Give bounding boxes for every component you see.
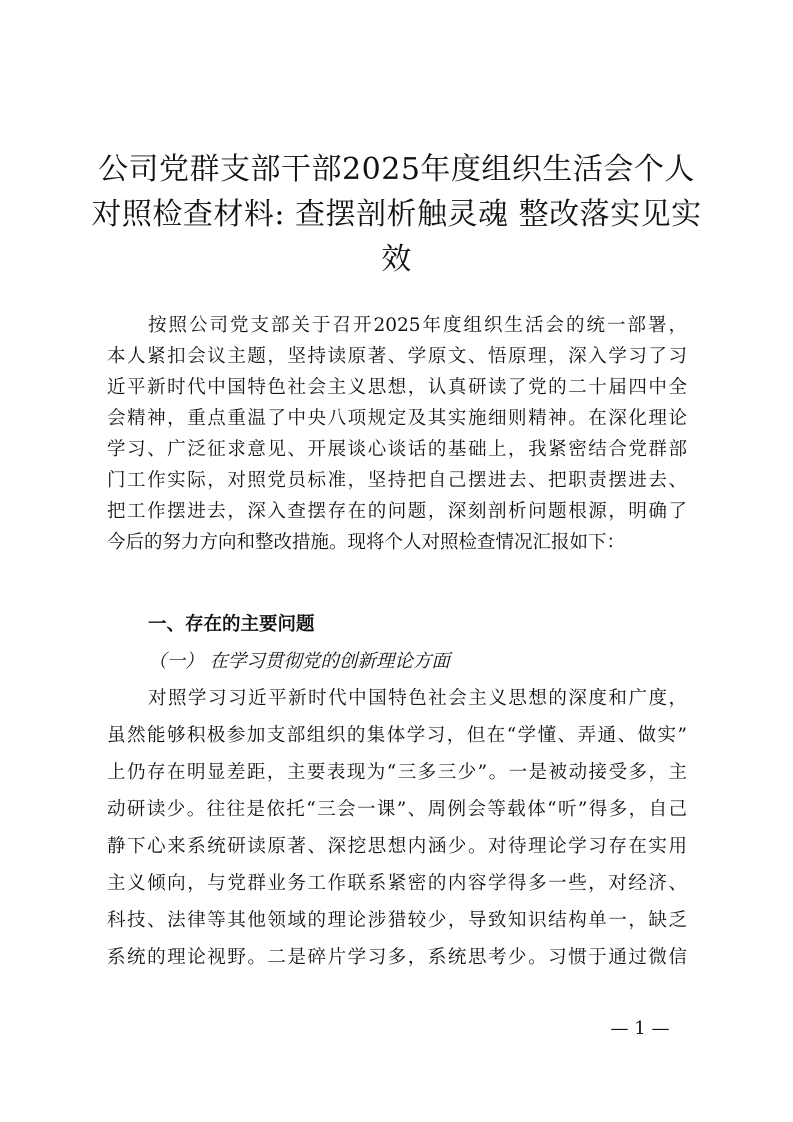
- para1-line-2: 虽然能够积极参加支部组织的集体学习，但在“学懂、弄通、做实”: [107, 725, 687, 746]
- para1-line-5: 静下心来系统研读原著、深挖思想内涵少。对待理论学习存在实用: [107, 836, 687, 857]
- para1-line-3: 上仍存在明显差距，主要表现为“三多三少”。一是被动接受多，主: [107, 762, 687, 783]
- document-title-line-2: 对照检查材料: 查摆剖析触灵魂 整改落实见实: [91, 197, 702, 232]
- para1-line-8: 系统的理论视野。二是碎片学习多，系统思考少。习惯于通过微信: [107, 947, 687, 968]
- para1-line-1: 对照学习习近平新时代中国特色社会主义思想的深度和广度，: [148, 688, 687, 709]
- page-number: — 1 —: [610, 1018, 670, 1039]
- intro-line-1: 按照公司党支部关于召开2025年度组织生活会的统一部署，: [148, 315, 687, 336]
- subsection-heading-1: （一） 在学习贯彻党的创新理论方面: [148, 651, 450, 672]
- intro-line-4: 会精神，重点重温了中央八项规定及其实施细则精神。在深化理论: [107, 408, 687, 429]
- para1-line-7: 科技、法律等其他领域的理论涉猎较少，导致知识结构单一，缺乏: [107, 910, 687, 931]
- intro-line-7: 把工作摆进去，深入查摆存在的问题，深刻剖析问题根源，明确了: [107, 501, 687, 522]
- intro-line-3: 近平新时代中国特色社会主义思想，认真研读了党的二十届四中全: [107, 377, 687, 398]
- document-title-line-1: 公司党群支部干部2025年度组织生活会个人: [98, 152, 695, 187]
- intro-line-6: 门工作实际，对照党员标准，坚持把自己摆进去、把职责摆进去、: [107, 470, 687, 491]
- intro-line-5: 学习、广泛征求意见、开展谈心谈话的基础上，我紧密结合党群部: [107, 439, 687, 460]
- para1-line-6: 主义倾向，与党群业务工作联系紧密的内容学得多一些，对经济、: [107, 873, 687, 894]
- section-heading-1: 一、存在的主要问题: [148, 614, 315, 635]
- intro-line-2: 本人紧扣会议主题，坚持读原著、学原文、悟原理，深入学习了习: [107, 346, 687, 367]
- document-title-line-3: 效: [381, 242, 412, 277]
- para1-line-4: 动研读少。往往是依托“三会一课”、周例会等载体“听”得多，自己: [107, 799, 687, 820]
- intro-line-8: 今后的努力方向和整改措施。现将个人对照检查情况汇报如下：: [107, 532, 626, 553]
